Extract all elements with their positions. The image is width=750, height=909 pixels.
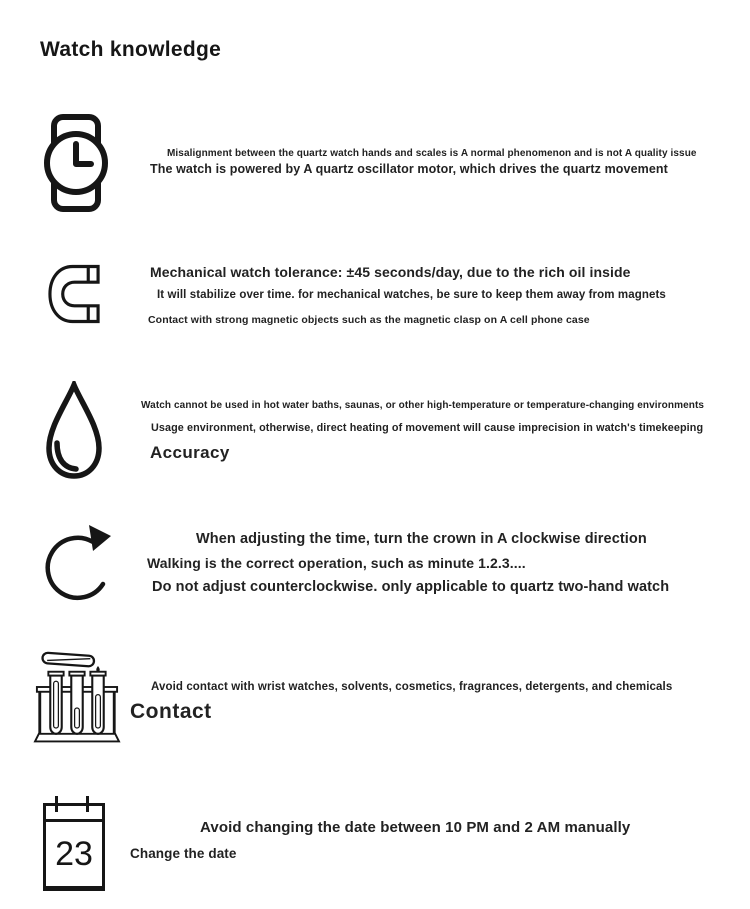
crown-note-walking: Walking is the correct operation, such as minute 1.2.3.... [147, 555, 526, 571]
calendar-day-number: 23 [55, 834, 93, 873]
contact-note-chemicals: Avoid contact with wrist watches, solvents, cosmetics, fragrances, detergents, and chemicals [151, 681, 673, 693]
calendar-peg-left [55, 796, 58, 812]
magnet-note-stabilize: It will stabilize over time. for mechanical watches, be sure to keep them away from magnets [157, 289, 666, 301]
magnet-icon [47, 263, 102, 325]
accuracy-note-hot-water: Watch cannot be used in hot water baths, saunas, or other high-temperature or temperature-changing environments [141, 400, 705, 411]
page-title: Watch knowledge [40, 38, 222, 61]
date-note-avoid: Avoid changing the date between 10 PM and 2 AM manually [200, 819, 631, 836]
calendar-peg-right [86, 796, 89, 812]
water-drop-icon [42, 381, 106, 481]
quartz-note-misalignment: Misalignment between the quartz watch hands and scales is A normal phenomenon and is not A quality issue [167, 148, 697, 159]
contact-heading: Contact [130, 700, 212, 723]
magnet-note-tolerance: Mechanical watch tolerance: ±45 seconds/day, due to the rich oil inside [150, 264, 631, 280]
calendar-icon [43, 803, 105, 891]
magnet-note-contact: Contact with strong magnetic objects such as the magnetic clasp on A cell phone case [148, 314, 590, 326]
accuracy-note-environment: Usage environment, otherwise, direct heating of movement will cause imprecision in watch's timekeeping [151, 422, 704, 434]
test-tubes-icon [33, 645, 121, 750]
crown-note-counterclockwise: Do not adjust counterclockwise. only applicable to quartz two-hand watch [152, 579, 670, 595]
date-heading: Change the date [130, 846, 237, 861]
crown-note-clockwise: When adjusting the time, turn the crown in A clockwise direction [196, 531, 647, 547]
clockwise-arrow-icon [45, 521, 115, 609]
wristwatch-icon [44, 113, 108, 213]
accuracy-heading: Accuracy [150, 443, 230, 462]
quartz-note-movement: The watch is powered by A quartz oscillator motor, which drives the quartz movement [150, 162, 668, 176]
